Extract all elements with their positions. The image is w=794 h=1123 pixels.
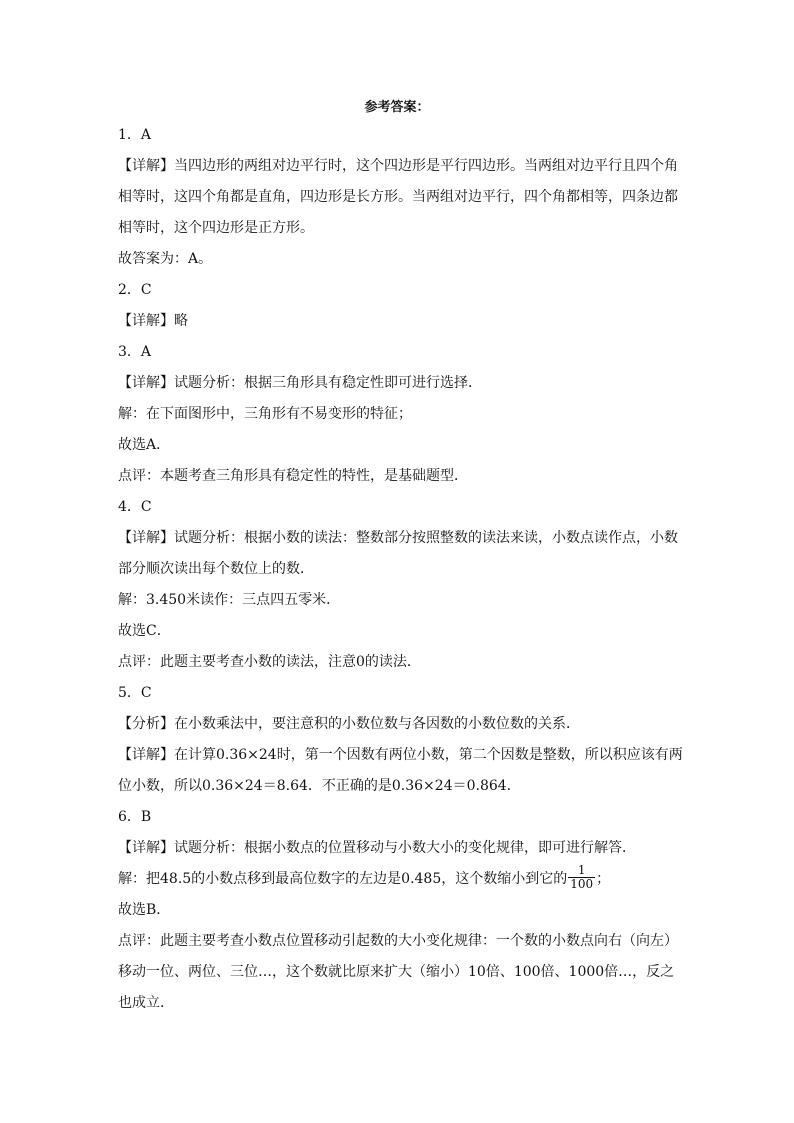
answer-line-with-fraction <box>118 864 680 895</box>
answer-line: 移动一位、两位、三位…，这个数就比原来扩大（缩小）10倍、100倍、1000倍…，反之 <box>118 964 675 980</box>
answer-line: 故选C． <box>118 623 171 639</box>
answer-list <box>118 120 683 1019</box>
answer-line: 解：3.450米读作：三点四五零米． <box>118 592 341 608</box>
answer-line: 点评：本题考查三角形具有稳定性的特性，是基础题型． <box>118 468 468 484</box>
answer-line: 【详解】试题分析：根据三角形具有稳定性即可进行选择． <box>118 375 482 391</box>
answer-line: 【分析】在小数乘法中，要注意积的小数位数与各因数的小数位数的关系． <box>118 716 580 732</box>
fraction-denominator: 100 <box>570 876 594 891</box>
answer-line: 也成立． <box>118 995 174 1011</box>
answer-line: 【详解】略 <box>118 313 188 329</box>
answer-line: 【详解】在计算0.36×24时，第一个因数有两位小数，第二个因数是整数，所以积应该有两 <box>118 747 683 763</box>
answer-line: 相等时，这四个角都是直角，四边形是长方形。当两组对边平行，四个角都相等，四条边都 <box>118 189 678 205</box>
answer-line: 位小数，所以0.36×24＝8.64．不正确的是0.36×24＝0.864． <box>118 778 521 794</box>
item-number: 1．A <box>118 127 152 143</box>
fraction-numerator: 1 <box>568 864 595 878</box>
answer-line: 【详解】试题分析：根据小数的读法：整数部分按照整数的读法来读，小数点读作点，小数 <box>118 530 678 546</box>
answer-line: 点评：此题主要考查小数点位置移动引起数的大小变化规律：一个数的小数点向右（向左） <box>118 933 678 949</box>
answer-line: 故答案为：A。 <box>118 251 213 267</box>
item-number: 3．A <box>118 344 152 360</box>
fraction-line-before: 解：把48.5的小数点移到最高位数字的左边是0.485，这个数缩小到它的 <box>118 871 568 887</box>
fraction <box>568 864 595 891</box>
fraction-line-after: ； <box>596 871 611 887</box>
answer-line: 解：在下面图形中，三角形有不易变形的特征； <box>118 406 412 422</box>
item-number: 2．C <box>118 282 152 298</box>
page-title: 参考答案： <box>364 100 430 115</box>
item-number: 4．C <box>118 499 152 515</box>
answer-line: 相等时，这个四边形是正方形。 <box>118 220 314 236</box>
answer-line: 故选A． <box>118 437 171 453</box>
answer-line: 【详解】试题分析：根据小数点的位置移动与小数大小的变化规律，即可进行解答． <box>118 840 636 856</box>
answer-line: 【详解】当四边形的两组对边平行时，这个四边形是平行四边形。当两组对边平行且四个角 <box>118 158 678 174</box>
answer-line: 故选B． <box>118 902 171 918</box>
item-number: 5．C <box>118 685 152 701</box>
item-number: 6．B <box>118 809 152 825</box>
answer-line: 部分顺次读出每个数位上的数． <box>118 561 314 577</box>
answer-line: 点评：此题主要考查小数的读法，注意0的读法． <box>118 654 421 670</box>
